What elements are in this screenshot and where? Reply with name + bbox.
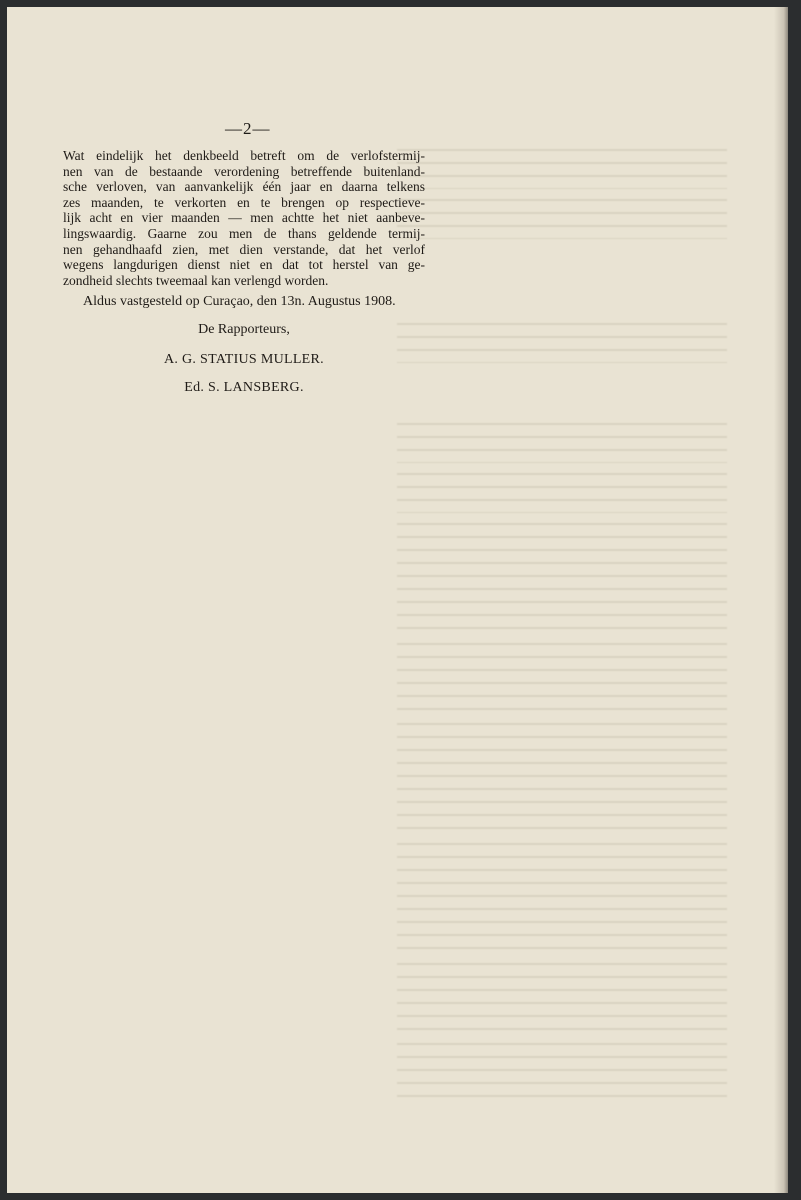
document-page	[7, 7, 788, 1193]
body-paragraph	[63, 148, 425, 288]
paragraph-line: lingswaardig. Gaarne zou men de thans geldende termij-	[63, 225, 425, 241]
rapporteurs-label: De Rapporteurs,	[198, 322, 290, 337]
paragraph-line: wegens langdurigen dienst niet en dat tot herstel van ge-	[63, 257, 425, 273]
paragraph-line: lijk acht en vier maanden — men achtte het niet aanbeve-	[63, 210, 425, 226]
paragraph-line: zes maanden, te verkorten en te brengen op respectieve-	[63, 194, 425, 210]
signatory-name: A. G. STATIUS MULLER.	[164, 352, 324, 367]
paragraph-line: nen van de bestaande verordening betreffende buitenland-	[63, 163, 425, 179]
date-line: Aldus vastgesteld op Curaçao, den 13n. Augustus 1908.	[83, 294, 396, 309]
signatory-prefix: Ed.	[184, 380, 205, 395]
paragraph-line: zondheid slechts tweemaal kan verlengd worden.	[63, 272, 329, 288]
page-gutter-shadow	[774, 7, 788, 1193]
page-number: —2—	[225, 119, 271, 138]
signatory-surname: S. LANSBERG.	[207, 380, 304, 395]
paragraph-line: nen gehandhaafd zien, met dien verstande, dat het verlof	[63, 241, 425, 257]
show-through-texture	[397, 67, 727, 1097]
paragraph-line: Wat eindelijk het denkbeeld betreft om de verlofstermij-	[63, 148, 425, 163]
signatory-name	[63, 380, 425, 396]
paragraph-line: sche verloven, van aanvankelijk één jaar en daarna telkens	[63, 179, 425, 195]
